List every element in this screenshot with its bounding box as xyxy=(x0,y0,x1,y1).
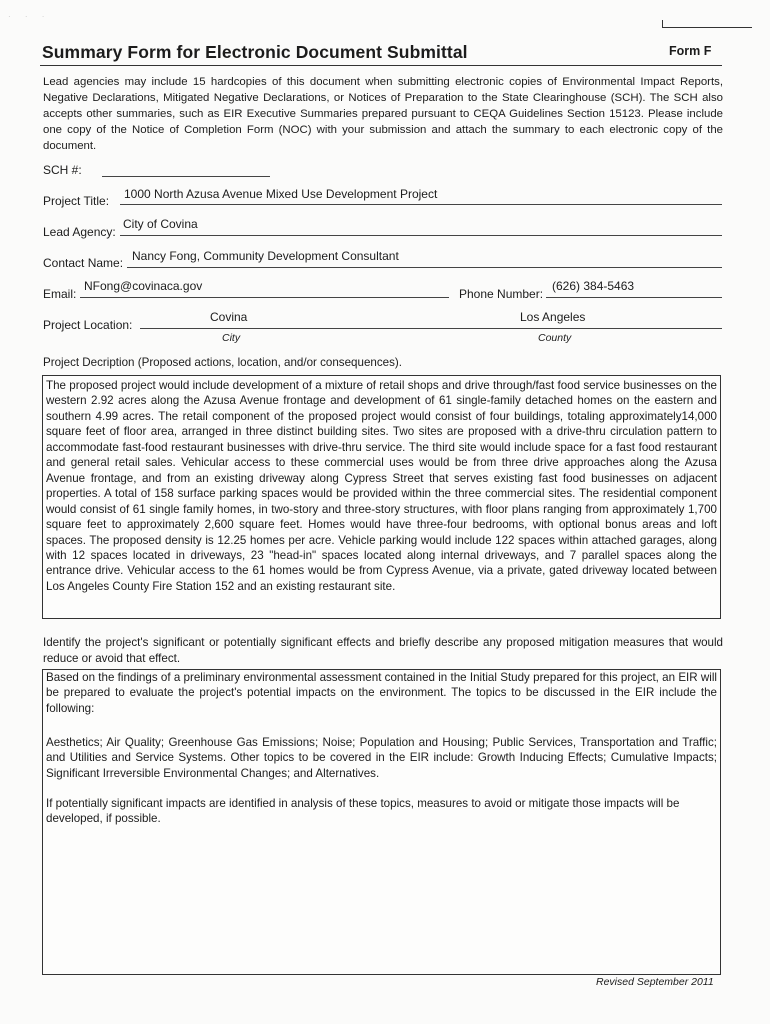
project-title-value[interactable]: 1000 North Azusa Avenue Mixed Use Development Project xyxy=(124,187,438,201)
effects-paragraph-3: If potentially significant impacts are identified in analysis of these topics, measures to avoid or mitigate those impacts will be developed, if possible. xyxy=(46,797,680,826)
effects-paragraph-1: Based on the findings of a preliminary environmental assessment contained in the Initial Study prepared for this project, an EIR will be prepared to evaluate the project's potential impacts on the environment. The topics to be discussed in the EIR include the following: xyxy=(46,671,717,715)
email-label: Email: xyxy=(43,287,77,301)
sch-label: SCH #: xyxy=(43,163,82,177)
phone-value[interactable]: (626) 384-5463 xyxy=(552,279,635,293)
scan-smudge: · · · xyxy=(8,12,51,21)
contact-name-label: Contact Name: xyxy=(43,256,124,270)
contact-name-value[interactable]: Nancy Fong, Community Development Consultant xyxy=(132,249,399,263)
lead-agency-underline xyxy=(120,235,722,236)
county-caption: County xyxy=(538,332,572,344)
effects-heading: Identify the project's significant or potentially significant effects and briefly describe any proposed mitigation measures that would reduce or avoid that effect. xyxy=(43,636,723,665)
contact-name-underline xyxy=(127,267,722,268)
title-rule xyxy=(40,65,722,66)
email-value[interactable]: NFong@covinaca.gov xyxy=(84,279,203,293)
form-id: Form F xyxy=(669,44,712,58)
project-title-label: Project Title: xyxy=(43,194,110,208)
description-text: The proposed project would include development of a mixture of retail shops and drive through/fast food service businesses on the western 2.92 acres along the Azusa Avenue frontage and development of 61 single-family detached homes on the eastern and southern 4.99 acres. The retail component of the proposed project would consist of four buildings, totaling approximately14,000 square feet of floor area, arranged in three distinct building sites. Two sites are proposed with a drive-thru circulation pattern to accommodate fast-food restaurant businesses with drive-thru service. The third site would include space for a fast food restaurant and general retail sales. Vehicular access to these commercial uses would be from three drive approaches along the Azusa Avenue frontage, and from an existing driveway along Cypress Street that serves existing fast food businesses on adjacent properties. A total of 158 surface parking spaces would be provided within the three commercial sites. The residential component would consist of 61 single family homes, in two-story and three-story structures, with floor plans ranging from approximately 1,700 square feet to approximately 2,600 square feet. Homes would have three-four bedrooms, with optional bonus areas and loft spaces. The proposed density is 12.25 homes per acre. Vehicle parking would include 122 spaces within attached garages, along with 12 spaces located in driveways, 23 "head-in" spaces located along internal driveways, and 7 parallel spaces along the entrance drive. Vehicular access to the 61 homes would be from Cypress Avenue, via a private, gated driveway located between Los Angeles County Fire Station 152 and an existing restaurant site. xyxy=(46,379,717,593)
lead-agency-label: Lead Agency: xyxy=(43,225,116,239)
sch-underline xyxy=(102,176,270,177)
project-title-underline xyxy=(120,204,722,205)
effects-paragraph-2: Aesthetics; Air Quality; Greenhouse Gas Emissions; Noise; Population and Housing; Public Services, Transportation and Traffic; and Utilities and Service Systems. Other topics to be covered in the EIR include: Growth Inducing Effects; Cumulative Impacts; Significant Irreversible Environmental Changes; and Alternatives. xyxy=(46,736,717,780)
form-title: Summary Form for Electronic Document Submittal xyxy=(42,42,468,62)
county-value[interactable]: Los Angeles xyxy=(520,310,586,324)
city-caption: City xyxy=(222,332,241,344)
description-heading: Project Decription (Proposed actions, location, and/or consequences). xyxy=(43,356,402,369)
phone-underline xyxy=(546,297,722,298)
intro-paragraph: Lead agencies may include 15 hardcopies of this document when submitting electronic copies of Environmental Impact Reports, Negative Declarations, Mitigated Negative Declarations, or Notices of Preparation to the State Clearinghouse (SCH). The SCH also accepts other summaries, such as EIR Executive Summaries prepared pursuant to CEQA Guidelines Section 15123. Please include one copy of the Notice of Completion Form (NOC) with your submission and attach the summary to each electronic copy of the document. xyxy=(43,76,723,152)
description-box[interactable] xyxy=(42,375,721,619)
phone-label: Phone Number: xyxy=(459,287,544,301)
email-underline xyxy=(80,297,449,298)
city-value[interactable]: Covina xyxy=(210,310,248,324)
corner-line xyxy=(662,27,752,28)
lead-agency-value[interactable]: City of Covina xyxy=(123,217,198,231)
project-location-underline xyxy=(140,328,722,329)
revised-date: Revised September 2011 xyxy=(596,976,714,988)
effects-box[interactable] xyxy=(42,669,721,975)
project-location-label: Project Location: xyxy=(43,318,133,332)
